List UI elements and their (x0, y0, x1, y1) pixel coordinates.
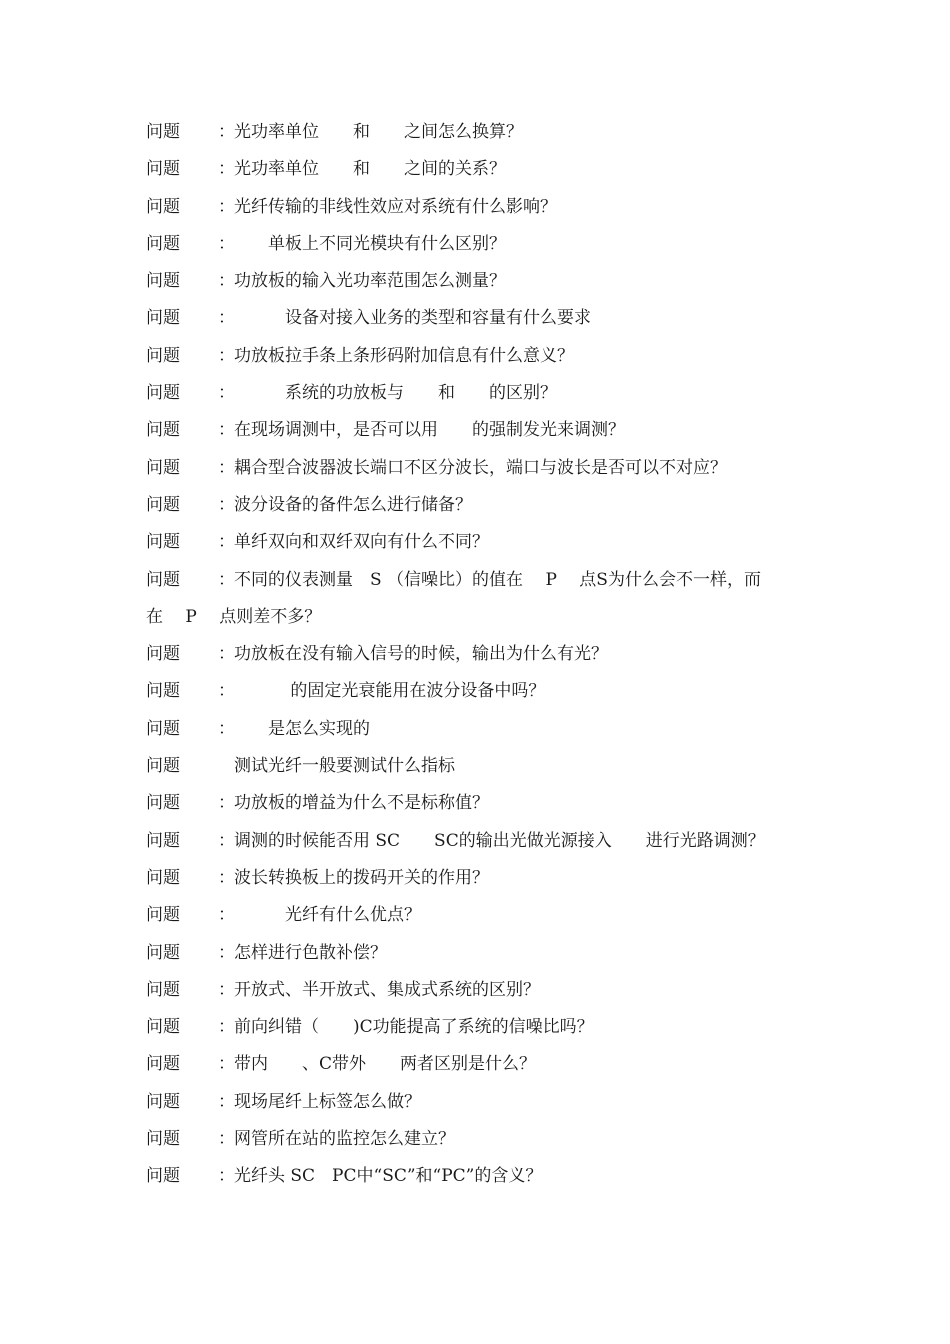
question-line (146, 1046, 826, 1083)
question-label: 问题 (146, 905, 180, 926)
question-colon: ： (218, 457, 235, 478)
question-line (146, 860, 826, 897)
question-text: 光功率单位 和 之间怎么换算？ (234, 122, 523, 142)
question-label: 问题 (146, 159, 180, 180)
question-list (146, 114, 826, 1196)
question-line (146, 897, 826, 934)
question-colon: ： (218, 1054, 235, 1075)
question-text: 前向纠错（ )C功能提高了系统的信噪比吗？ (234, 1017, 594, 1038)
question-colon: ： (218, 308, 235, 329)
question-colon: ： (218, 1091, 235, 1112)
question-line (146, 1009, 826, 1046)
question-colon: ： (218, 793, 235, 814)
question-label: 问题 (146, 457, 180, 478)
question-label: 问题 (146, 196, 180, 217)
question-line (146, 151, 826, 188)
question-line (146, 673, 826, 710)
question-text: 不同的仪表测量 S （信噪比）的值在 P 点S为什么会不一样，而 (234, 569, 761, 590)
question-colon: ： (218, 942, 235, 963)
question-line (146, 823, 826, 860)
question-text: 现场尾纤上标签怎么做？ (234, 1091, 421, 1112)
question-colon: ： (218, 271, 235, 292)
question-colon: ： (218, 159, 235, 180)
question-label: 问题 (146, 383, 180, 404)
question-label: 问题 (146, 644, 180, 665)
question-text: 光功率单位 和 之间的关系？ (234, 159, 506, 180)
question-colon: ： (218, 867, 235, 888)
question-line (146, 450, 826, 487)
question-label: 问题 (146, 494, 180, 515)
question-text: 光纤有什么优点？ (234, 905, 421, 926)
question-text: 的固定光衰能用在波分设备中吗？ (234, 681, 546, 702)
question-text: 带内 、C带外 两者区别是什么？ (234, 1054, 537, 1075)
question-line (146, 114, 826, 151)
question-colon: ： (218, 196, 235, 217)
question-colon: ： (218, 122, 235, 142)
question-text: 功放板在没有输入信号的时候，输出为什么有光？ (234, 644, 608, 665)
question-line (146, 935, 826, 972)
question-line (146, 711, 826, 748)
question-label: 问题 (146, 1054, 180, 1075)
question-line (146, 1084, 826, 1121)
question-line (146, 524, 826, 561)
question-line (146, 785, 826, 822)
question-text: 功放板的输入光功率范围怎么测量？ (234, 271, 506, 292)
question-label: 问题 (146, 271, 180, 292)
question-text: 是怎么实现的 (234, 718, 370, 739)
question-colon: ： (218, 1017, 235, 1038)
question-line (146, 226, 826, 263)
question-text: 网管所在站的监控怎么建立？ (234, 1129, 455, 1150)
question-line (146, 748, 826, 785)
question-text: 在现场调测中，是否可以用 的强制发光来调测？ (234, 420, 625, 441)
question-colon: ： (218, 979, 235, 1000)
question-line (146, 375, 826, 412)
question-colon: ： (218, 681, 235, 702)
question-text: 功放板的增益为什么不是标称值？ (234, 793, 489, 814)
question-colon: ： (218, 569, 235, 590)
question-text: 功放板拉手条上条形码附加信息有什么意义？ (234, 345, 574, 366)
question-colon: ： (218, 644, 235, 665)
question-label: 问题 (146, 830, 180, 851)
question-colon: ： (218, 905, 235, 926)
question-label: 问题 (146, 122, 180, 142)
question-text: 开放式、半开放式、集成式系统的区别？ (234, 979, 540, 1000)
question-label: 问题 (146, 1129, 180, 1150)
question-label: 问题 (146, 867, 180, 888)
question-line (146, 1121, 826, 1158)
question-line (146, 189, 826, 226)
question-line (146, 263, 826, 300)
question-colon: ： (218, 345, 235, 366)
question-colon: ： (218, 494, 235, 515)
question-line (146, 636, 826, 673)
question-label: 问题 (146, 345, 180, 366)
question-colon: ： (218, 1166, 235, 1187)
question-text: 怎样进行色散补偿？ (234, 942, 387, 963)
question-line (146, 338, 826, 375)
question-label: 问题 (146, 942, 180, 963)
question-text: 耦合型合波器波长端口不区分波长，端口与波长是否可以不对应？ (234, 457, 727, 478)
question-text: 光纤传输的非线性效应对系统有什么影响？ (234, 196, 557, 217)
question-text: 波分设备的备件怎么进行储备？ (234, 494, 472, 515)
question-label: 问题 (146, 1017, 180, 1038)
question-label: 问题 (146, 569, 180, 590)
question-line (146, 487, 826, 524)
question-label: 问题 (146, 681, 180, 702)
question-label: 问题 (146, 308, 180, 329)
question-text: 光纤头 SC PC中“SC”和“PC”的含义？ (234, 1166, 543, 1187)
question-text: 系统的功放板与 和 的区别？ (234, 383, 557, 404)
question-text: 单板上不同光模块有什么区别？ (234, 233, 506, 254)
question-label: 问题 (146, 233, 180, 254)
question-text: 测试光纤一般要测试什么指标 (234, 756, 455, 777)
question-label: 问题 (146, 1091, 180, 1112)
question-text: 波长转换板上的拨码开关的作用？ (234, 867, 489, 888)
question-label: 问题 (146, 756, 180, 777)
question-colon: ： (218, 718, 235, 739)
question-line (146, 300, 826, 337)
question-label: 问题 (146, 420, 180, 441)
question-label: 问题 (146, 532, 180, 553)
question-label: 问题 (146, 718, 180, 739)
question-colon: ： (218, 383, 235, 404)
question-line (146, 412, 826, 449)
question-line (146, 1158, 826, 1195)
question-colon: ： (218, 420, 235, 441)
question-line (146, 562, 826, 599)
question-label: 问题 (146, 1166, 180, 1187)
question-continuation: 在 P 点则差不多？ (146, 606, 322, 627)
question-colon: ： (218, 830, 235, 851)
question-line (146, 972, 826, 1009)
question-text: 调测的时候能否用 SC SC的输出光做光源接入 进行光路调测？ (234, 830, 765, 851)
question-label: 问题 (146, 979, 180, 1000)
question-text: 设备对接入业务的类型和容量有什么要求 (234, 308, 591, 329)
question-label: 问题 (146, 793, 180, 814)
question-colon: ： (218, 1129, 235, 1150)
question-text: 单纤双向和双纤双向有什么不同？ (234, 532, 489, 553)
question-colon: ： (218, 532, 235, 553)
question-colon: ： (218, 233, 235, 254)
